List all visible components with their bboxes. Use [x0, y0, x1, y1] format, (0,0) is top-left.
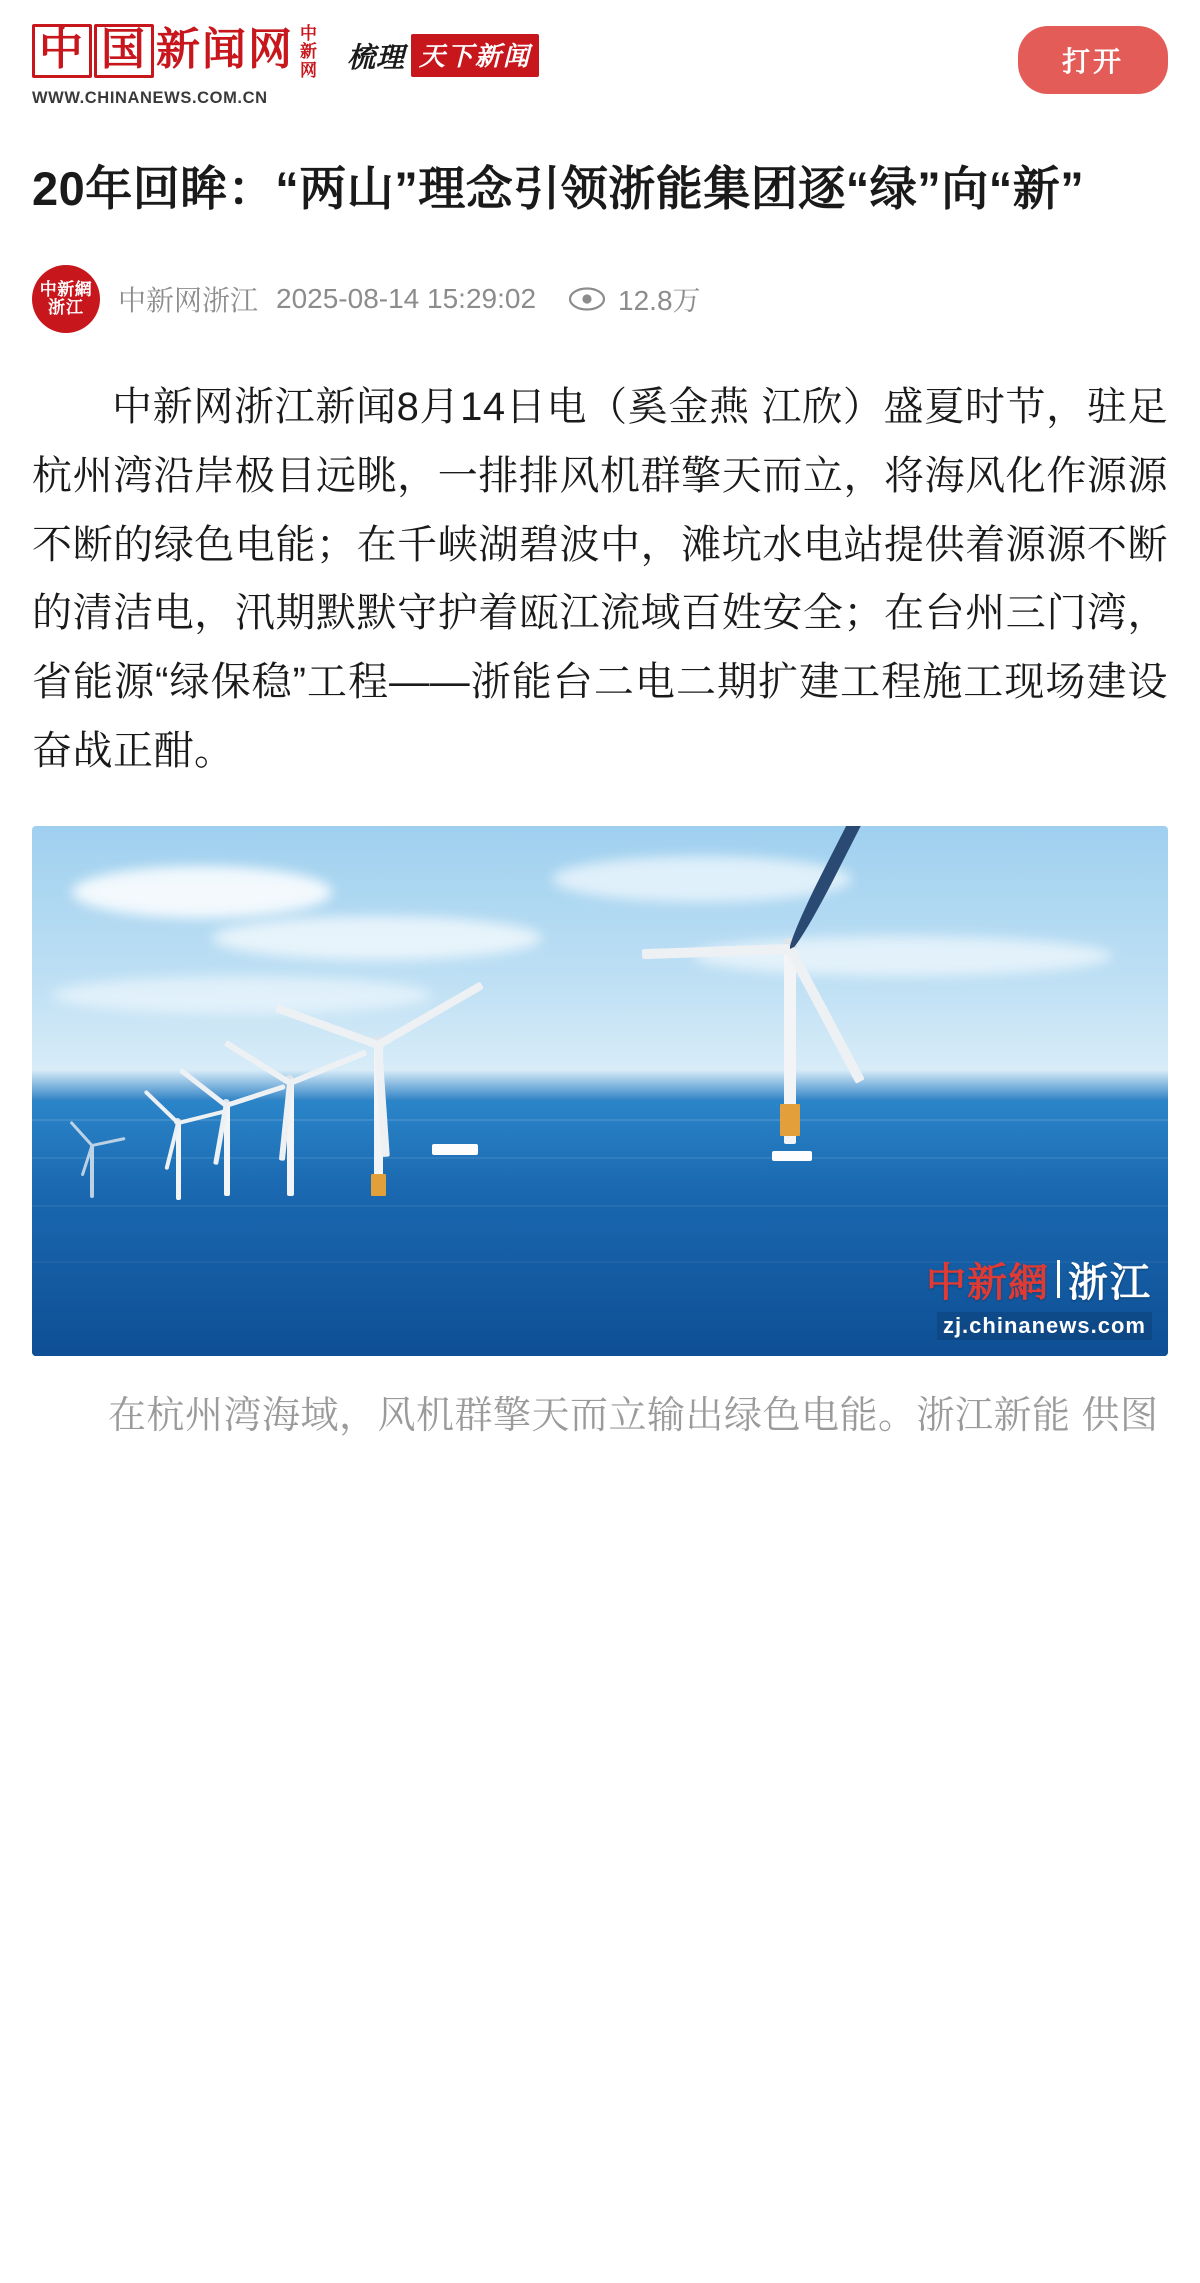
wind-turbine-5 [150, 1098, 250, 1193]
photo-watermark [926, 1251, 1152, 1340]
logo-chinanews-icon [32, 24, 294, 78]
watermark-brand: 中新網 [926, 1259, 1049, 1305]
boat-1 [432, 1144, 478, 1155]
view-count-group [568, 279, 701, 319]
logo-char-2: 国 [94, 24, 154, 78]
watermark-region: 浙江 [1068, 1259, 1152, 1305]
logo-char-3: 新 [156, 25, 202, 75]
logo-char-1: 中 [32, 24, 92, 78]
site-url: WWW.CHINANEWS.COM.CN [32, 89, 268, 108]
watermark-url: zj.chinanews.com [937, 1312, 1152, 1340]
logo-sub-stack [300, 22, 317, 80]
view-count: 12.8万 [618, 285, 701, 317]
article-source: 中新网浙江 [118, 285, 259, 317]
article-meta [32, 265, 1168, 333]
wind-turbine-6 [72, 1126, 142, 1196]
brand-block [32, 22, 539, 108]
slogan-highlight-text: 天下新闻 [411, 34, 539, 77]
open-app-button[interactable]: 打开 [1018, 26, 1168, 94]
site-slogan [347, 34, 539, 77]
watermark-divider [1057, 1260, 1060, 1298]
article-datetime: 2025-08-14 15:29:02 [276, 283, 537, 315]
boat-2 [772, 1151, 812, 1161]
avatar-line-1: 中新網 [39, 280, 93, 300]
avatar[interactable] [32, 265, 100, 333]
slogan-plain-text: 梳理 [347, 42, 406, 74]
article-figure [32, 826, 1168, 1447]
article-body-paragraph: 中新网浙江新闻8月14日电（奚金燕 江欣）盛夏时节，驻足杭州湾沿岸极目远眺，一排排风机群擎天而立，将海风化作源源不断的绿色电能；在千峡湖碧波中，滩坑水电站提供着源源不断的清洁电，汛期默默守护着瓯江流域百姓安全；在台州三门湾，省能源“绿保稳”工程——浙能台二电二期扩建工程施工现场建设奋战正酣。 [32, 385, 1168, 774]
logo-sub-line-2: 新 [300, 42, 317, 62]
logo-sub-line-3: 网 [300, 60, 317, 80]
watermark-logo-row [926, 1251, 1152, 1308]
logo-sub-line-1: 中 [300, 24, 317, 43]
logo-row [32, 22, 317, 80]
page-title: 20年回眸：“两山”理念引领浙能集团逐“绿”向“新” [32, 162, 1085, 216]
eye-icon [568, 286, 606, 312]
site-header [0, 0, 1200, 122]
article-container [0, 158, 1200, 1447]
site-logo[interactable] [32, 22, 317, 108]
logo-char-5: 网 [248, 25, 294, 75]
article-photo [32, 826, 1168, 1356]
logo-char-4: 闻 [202, 25, 248, 75]
figure-caption: 在杭州湾海域，风机群擎天而立输出绿色电能。浙江新能 供图 [108, 1394, 1159, 1437]
wind-turbine-main [722, 866, 1042, 1106]
avatar-line-2: 浙江 [48, 298, 84, 318]
